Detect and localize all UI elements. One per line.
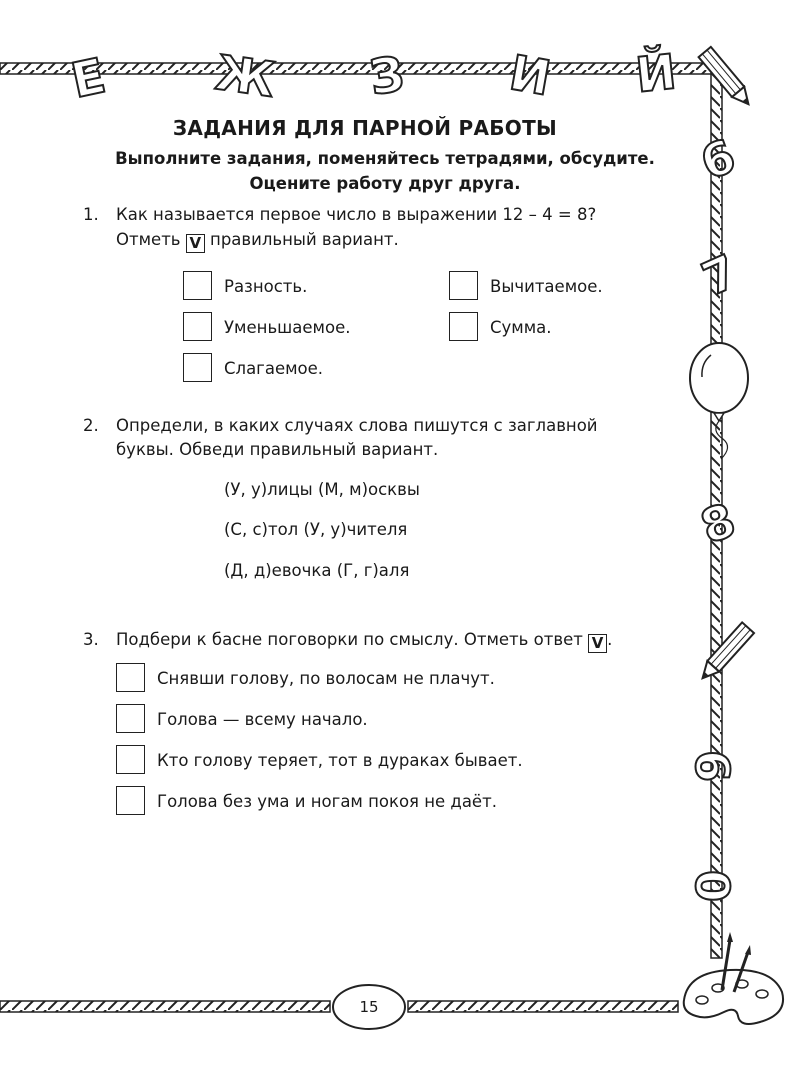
letter-iy: Й	[633, 44, 679, 104]
task1-checkbox-1[interactable]	[183, 271, 212, 300]
check-mark-icon: V	[588, 634, 607, 653]
task1-question: Как называется первое число в выражении 12 – 4 = 8?	[116, 205, 597, 224]
task1-checkbox-3[interactable]	[183, 312, 212, 341]
task1-number: 1.	[83, 205, 99, 224]
pencil-icon-top	[699, 47, 755, 109]
task2-option-3[interactable]: (Д, д)евочка (Г, г)аля	[224, 561, 410, 580]
page-title: ЗАДАНИЯ ДЛЯ ПАРНОЙ РАБОТЫ	[172, 116, 558, 140]
task3-checkbox-4[interactable]	[116, 786, 145, 815]
bottom-border-left	[0, 1001, 330, 1012]
letter-z: З	[366, 46, 408, 107]
digit-7: 7	[694, 244, 746, 307]
digit-6: 6	[693, 128, 743, 191]
task1-option-4: Сумма.	[490, 318, 552, 337]
task1-instruction-before: Отметь	[116, 230, 181, 249]
task1-option-2: Вычитаемое.	[490, 277, 603, 296]
task3-checkbox-3[interactable]	[116, 745, 145, 774]
task3-period: .	[607, 630, 613, 649]
bottom-border-right	[408, 1001, 678, 1012]
task3-option-4: Голова без ума и ногам покоя не даёт.	[157, 792, 497, 811]
palette-icon	[684, 932, 783, 1024]
top-border	[0, 63, 715, 74]
instruction-line-2: Оцените работу друг друга.	[249, 174, 521, 193]
letter-e: Е	[66, 47, 111, 110]
task3-checkbox-1[interactable]	[116, 663, 145, 692]
digit-0: 0	[687, 869, 741, 902]
task3-option-1: Снявши голову, по волосам не плачут.	[157, 669, 495, 688]
pencil-icon-side	[697, 622, 754, 683]
task1-checkbox-2[interactable]	[449, 271, 478, 300]
task3-number: 3.	[83, 630, 99, 649]
task1-instruction-after: правильный вариант.	[210, 230, 399, 249]
task1-option-3: Уменьшаемое.	[224, 318, 351, 337]
task3-checkbox-2[interactable]	[116, 704, 145, 733]
page-number: 15	[359, 998, 379, 1016]
task2-option-2[interactable]: (С, с)тол (У, у)чителя	[224, 520, 408, 539]
task2-instruction: буквы. Обведи правильный вариант.	[116, 440, 439, 459]
digit-9: 9	[687, 749, 741, 782]
task3-option-3: Кто голову теряет, тот в дураках бывает.	[157, 751, 523, 770]
task3-question	[116, 630, 612, 653]
instruction-line-1: Выполните задания, поменяйтесь тетрадями, обсудите.	[115, 149, 655, 168]
digit-8: 8	[693, 492, 743, 555]
task2-number: 2.	[83, 416, 99, 435]
task1-option-5: Слагаемое.	[224, 359, 324, 378]
task1-checkbox-4[interactable]	[449, 312, 478, 341]
letter-i: И	[505, 44, 555, 108]
task1-instruction	[116, 230, 399, 253]
task1-checkbox-5[interactable]	[183, 353, 212, 382]
task1-option-1: Разность.	[224, 277, 308, 296]
letter-zh: Ж	[212, 44, 279, 109]
task3-option-2: Голова — всему начало.	[157, 710, 368, 729]
task2-option-1[interactable]: (У, у)лицы (М, м)осквы	[224, 480, 420, 499]
task3-question-text: Подбери к басне поговорки по смыслу. Отметь ответ	[116, 630, 583, 649]
check-mark-icon: V	[186, 234, 205, 253]
task2-question: Определи, в каких случаях слова пишутся с заглавной	[116, 416, 598, 435]
